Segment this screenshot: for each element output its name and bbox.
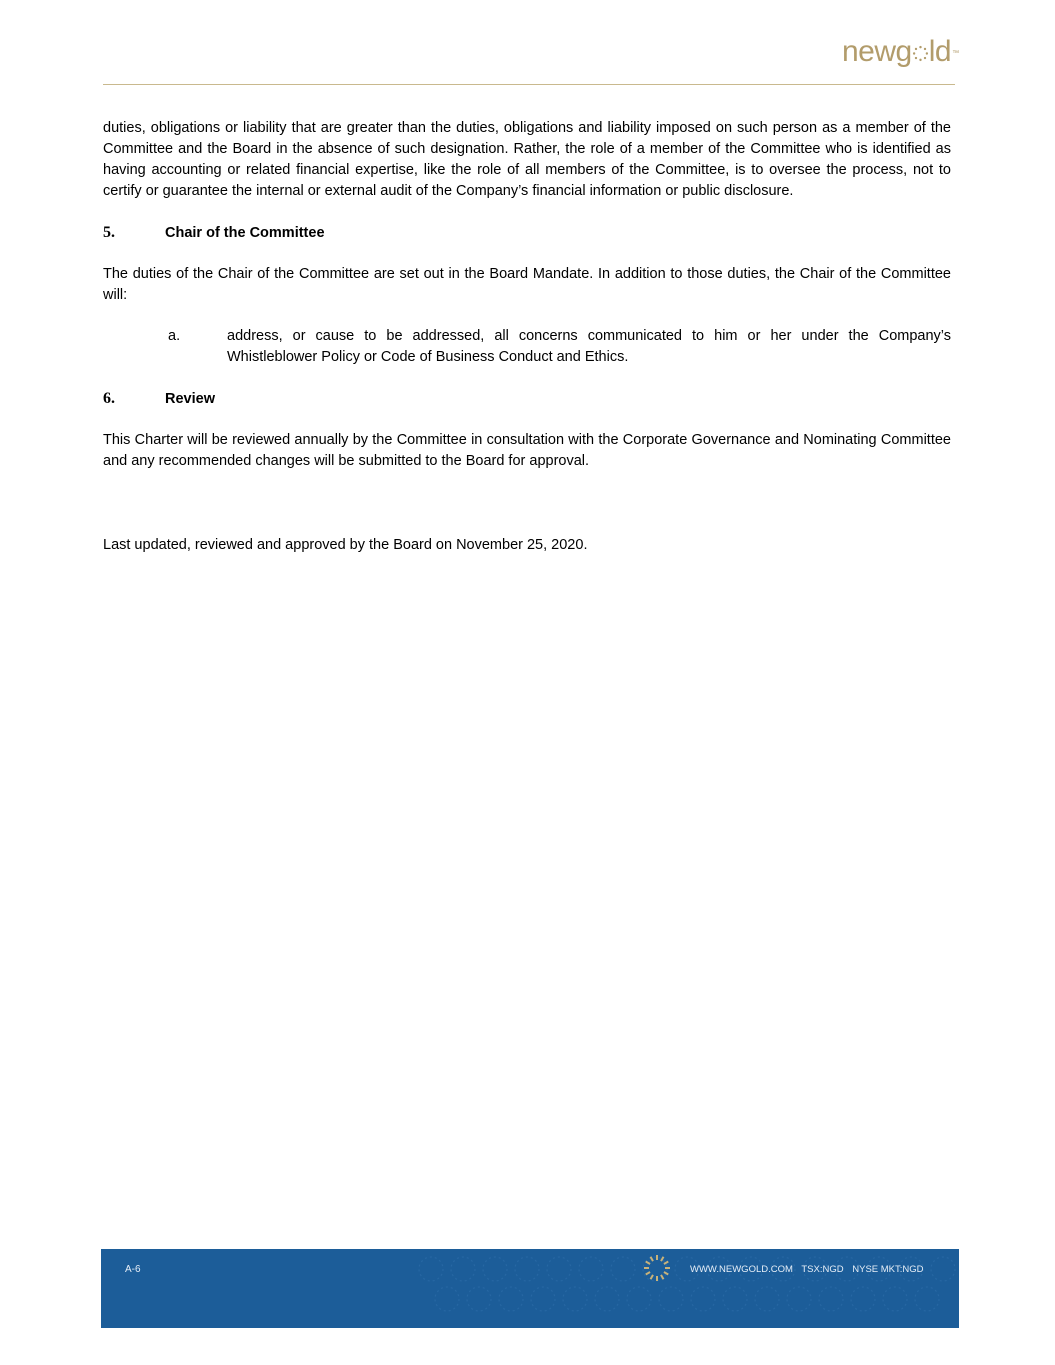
logo-sun-icon: [912, 34, 929, 70]
list-item: [103, 326, 951, 368]
website-link[interactable]: WWW.NEWGOLD.COM: [690, 1264, 793, 1275]
section-6-heading: [103, 388, 951, 410]
nyse-ticker: NYSE MKT:NGD: [852, 1264, 924, 1275]
tsx-ticker: TSX:NGD: [801, 1264, 844, 1275]
section-6-paragraph: This Charter will be reviewed annually by the Committee in consultation with the Corporate Governance and Nominating Committee and any recommended changes will be submitted to the Board for approval.: [103, 432, 951, 469]
spacer: [103, 472, 951, 535]
logo-text-prefix: new: [842, 35, 896, 68]
last-updated-note: Last updated, reviewed and approved by the Board on November 25, 2020.: [103, 537, 588, 553]
section-5-title: Chair of the Committee: [165, 225, 325, 241]
intro-paragraph: duties, obligations or liability that are greater than the duties, obligations and liability imposed on such person as a member of the Committee and the Board in the absence of such designation. Rather, the role of a member of the Committee who is identified as having accounting or related financial expertise, like the role of all members of the Committee, is to oversee the process, not to certify or guarantee the internal or external audit of the Company’s financial information or public disclosure.: [103, 120, 951, 199]
logo-text-g: g: [895, 35, 912, 68]
section-6-number: 6.: [103, 390, 115, 407]
footer-pattern-decoration: [401, 1249, 959, 1328]
section-5-heading: [103, 222, 951, 244]
logo-text-suffix: ld: [928, 35, 952, 68]
trademark-symbol: ™: [952, 50, 959, 57]
footer-links: [690, 1263, 930, 1277]
list-item-text: address, or cause to be addressed, all concerns communicated to him or her under the Company’s Whistleblower Policy or Code of Business Conduct and Ethics.: [227, 328, 951, 365]
header-divider: [103, 84, 955, 85]
section-5-number: 5.: [103, 224, 115, 241]
footer-bar: [101, 1249, 959, 1328]
newgold-logo: [842, 34, 959, 70]
document-body: [103, 118, 951, 556]
section-5-paragraph: The duties of the Chair of the Committee are set out in the Board Mandate. In addition to those duties, the Chair of the Committee will:: [103, 266, 951, 303]
section-6-title: Review: [165, 391, 215, 407]
page-number: A-6: [125, 1264, 141, 1275]
list-item-marker: a.: [168, 328, 181, 344]
newgold-sun-icon: [642, 1253, 672, 1283]
